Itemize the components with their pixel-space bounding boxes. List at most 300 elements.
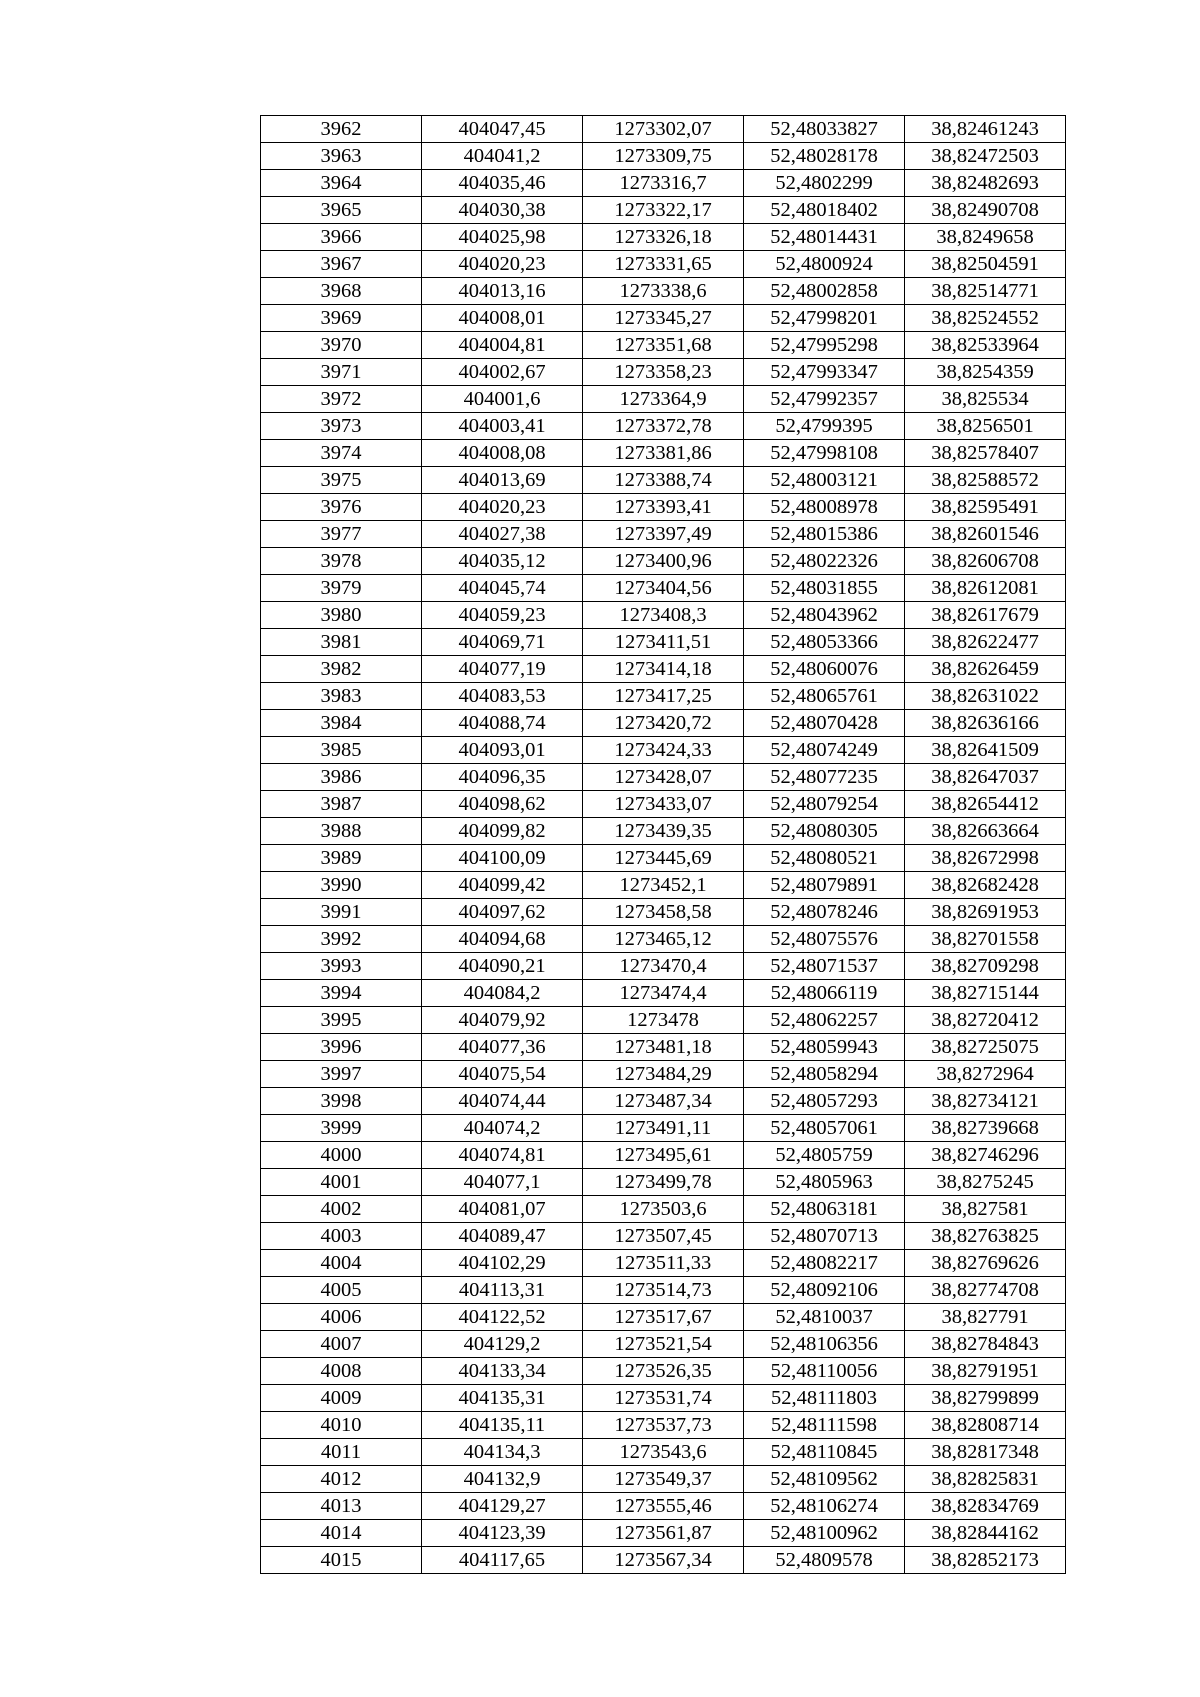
longitude-cell: 38,82533964 bbox=[905, 332, 1066, 359]
table-row bbox=[261, 116, 1066, 143]
y-coordinate-cell: 1273495,61 bbox=[583, 1142, 744, 1169]
x-coordinate-cell: 404094,68 bbox=[422, 926, 583, 953]
y-coordinate-cell: 1273561,87 bbox=[583, 1520, 744, 1547]
table-row bbox=[261, 845, 1066, 872]
y-coordinate-cell: 1273521,54 bbox=[583, 1331, 744, 1358]
x-coordinate-cell: 404097,62 bbox=[422, 899, 583, 926]
y-coordinate-cell: 1273507,45 bbox=[583, 1223, 744, 1250]
latitude-cell: 52,48111803 bbox=[744, 1385, 905, 1412]
longitude-cell: 38,82461243 bbox=[905, 116, 1066, 143]
x-coordinate-cell: 404059,23 bbox=[422, 602, 583, 629]
longitude-cell: 38,827581 bbox=[905, 1196, 1066, 1223]
longitude-cell: 38,82672998 bbox=[905, 845, 1066, 872]
y-coordinate-cell: 1273331,65 bbox=[583, 251, 744, 278]
y-coordinate-cell: 1273439,35 bbox=[583, 818, 744, 845]
x-coordinate-cell: 404100,09 bbox=[422, 845, 583, 872]
point-number-cell: 4012 bbox=[261, 1466, 422, 1493]
y-coordinate-cell: 1273474,4 bbox=[583, 980, 744, 1007]
table-row bbox=[261, 710, 1066, 737]
x-coordinate-cell: 404077,36 bbox=[422, 1034, 583, 1061]
y-coordinate-cell: 1273503,6 bbox=[583, 1196, 744, 1223]
point-number-cell: 3999 bbox=[261, 1115, 422, 1142]
longitude-cell: 38,82799899 bbox=[905, 1385, 1066, 1412]
y-coordinate-cell: 1273433,07 bbox=[583, 791, 744, 818]
point-number-cell: 3974 bbox=[261, 440, 422, 467]
longitude-cell: 38,82626459 bbox=[905, 656, 1066, 683]
point-number-cell: 3973 bbox=[261, 413, 422, 440]
x-coordinate-cell: 404117,65 bbox=[422, 1547, 583, 1574]
y-coordinate-cell: 1273364,9 bbox=[583, 386, 744, 413]
table-row bbox=[261, 602, 1066, 629]
point-number-cell: 3994 bbox=[261, 980, 422, 1007]
longitude-cell: 38,82490708 bbox=[905, 197, 1066, 224]
longitude-cell: 38,8275245 bbox=[905, 1169, 1066, 1196]
x-coordinate-cell: 404030,38 bbox=[422, 197, 583, 224]
table-row bbox=[261, 1412, 1066, 1439]
point-number-cell: 4006 bbox=[261, 1304, 422, 1331]
longitude-cell: 38,82612081 bbox=[905, 575, 1066, 602]
latitude-cell: 52,48080305 bbox=[744, 818, 905, 845]
point-number-cell: 4011 bbox=[261, 1439, 422, 1466]
table-row bbox=[261, 656, 1066, 683]
y-coordinate-cell: 1273549,37 bbox=[583, 1466, 744, 1493]
latitude-cell: 52,48070713 bbox=[744, 1223, 905, 1250]
point-number-cell: 4009 bbox=[261, 1385, 422, 1412]
latitude-cell: 52,48071537 bbox=[744, 953, 905, 980]
latitude-cell: 52,47995298 bbox=[744, 332, 905, 359]
latitude-cell: 52,48014431 bbox=[744, 224, 905, 251]
latitude-cell: 52,48058294 bbox=[744, 1061, 905, 1088]
point-number-cell: 3980 bbox=[261, 602, 422, 629]
latitude-cell: 52,48065761 bbox=[744, 683, 905, 710]
latitude-cell: 52,47998201 bbox=[744, 305, 905, 332]
table-row bbox=[261, 413, 1066, 440]
table-row bbox=[261, 818, 1066, 845]
x-coordinate-cell: 404045,74 bbox=[422, 575, 583, 602]
table-row bbox=[261, 1142, 1066, 1169]
longitude-cell: 38,82720412 bbox=[905, 1007, 1066, 1034]
latitude-cell: 52,48031855 bbox=[744, 575, 905, 602]
latitude-cell: 52,4805963 bbox=[744, 1169, 905, 1196]
table-row bbox=[261, 629, 1066, 656]
longitude-cell: 38,8254359 bbox=[905, 359, 1066, 386]
point-number-cell: 3976 bbox=[261, 494, 422, 521]
longitude-cell: 38,825534 bbox=[905, 386, 1066, 413]
point-number-cell: 3977 bbox=[261, 521, 422, 548]
latitude-cell: 52,48110845 bbox=[744, 1439, 905, 1466]
table-row bbox=[261, 332, 1066, 359]
longitude-cell: 38,82606708 bbox=[905, 548, 1066, 575]
x-coordinate-cell: 404074,44 bbox=[422, 1088, 583, 1115]
x-coordinate-cell: 404035,12 bbox=[422, 548, 583, 575]
latitude-cell: 52,4800924 bbox=[744, 251, 905, 278]
latitude-cell: 52,47998108 bbox=[744, 440, 905, 467]
table-row bbox=[261, 1277, 1066, 1304]
y-coordinate-cell: 1273400,96 bbox=[583, 548, 744, 575]
longitude-cell: 38,82739668 bbox=[905, 1115, 1066, 1142]
x-coordinate-cell: 404093,01 bbox=[422, 737, 583, 764]
latitude-cell: 52,4805759 bbox=[744, 1142, 905, 1169]
table-row bbox=[261, 386, 1066, 413]
y-coordinate-cell: 1273322,17 bbox=[583, 197, 744, 224]
x-coordinate-cell: 404077,1 bbox=[422, 1169, 583, 1196]
latitude-cell: 52,48008978 bbox=[744, 494, 905, 521]
point-number-cell: 3989 bbox=[261, 845, 422, 872]
table-row bbox=[261, 1223, 1066, 1250]
longitude-cell: 38,82769626 bbox=[905, 1250, 1066, 1277]
longitude-cell: 38,82601546 bbox=[905, 521, 1066, 548]
y-coordinate-cell: 1273397,49 bbox=[583, 521, 744, 548]
y-coordinate-cell: 1273404,56 bbox=[583, 575, 744, 602]
latitude-cell: 52,48106356 bbox=[744, 1331, 905, 1358]
point-number-cell: 3993 bbox=[261, 953, 422, 980]
point-number-cell: 3995 bbox=[261, 1007, 422, 1034]
table-row bbox=[261, 197, 1066, 224]
y-coordinate-cell: 1273388,74 bbox=[583, 467, 744, 494]
point-number-cell: 3987 bbox=[261, 791, 422, 818]
table-row bbox=[261, 1061, 1066, 1088]
latitude-cell: 52,48053366 bbox=[744, 629, 905, 656]
table-row bbox=[261, 251, 1066, 278]
table-row bbox=[261, 548, 1066, 575]
longitude-cell: 38,82641509 bbox=[905, 737, 1066, 764]
table-row bbox=[261, 305, 1066, 332]
latitude-cell: 52,48075576 bbox=[744, 926, 905, 953]
point-number-cell: 3996 bbox=[261, 1034, 422, 1061]
y-coordinate-cell: 1273393,41 bbox=[583, 494, 744, 521]
x-coordinate-cell: 404099,42 bbox=[422, 872, 583, 899]
x-coordinate-cell: 404132,9 bbox=[422, 1466, 583, 1493]
longitude-cell: 38,82784843 bbox=[905, 1331, 1066, 1358]
longitude-cell: 38,82725075 bbox=[905, 1034, 1066, 1061]
latitude-cell: 52,48063181 bbox=[744, 1196, 905, 1223]
longitude-cell: 38,82504591 bbox=[905, 251, 1066, 278]
table-row bbox=[261, 1088, 1066, 1115]
x-coordinate-cell: 404020,23 bbox=[422, 494, 583, 521]
latitude-cell: 52,48111598 bbox=[744, 1412, 905, 1439]
y-coordinate-cell: 1273351,68 bbox=[583, 332, 744, 359]
latitude-cell: 52,48060076 bbox=[744, 656, 905, 683]
x-coordinate-cell: 404075,54 bbox=[422, 1061, 583, 1088]
latitude-cell: 52,48033827 bbox=[744, 116, 905, 143]
table-row bbox=[261, 737, 1066, 764]
point-number-cell: 3986 bbox=[261, 764, 422, 791]
longitude-cell: 38,82482693 bbox=[905, 170, 1066, 197]
longitude-cell: 38,8272964 bbox=[905, 1061, 1066, 1088]
latitude-cell: 52,48110056 bbox=[744, 1358, 905, 1385]
x-coordinate-cell: 404113,31 bbox=[422, 1277, 583, 1304]
longitude-cell: 38,82691953 bbox=[905, 899, 1066, 926]
point-number-cell: 3992 bbox=[261, 926, 422, 953]
longitude-cell: 38,82631022 bbox=[905, 683, 1066, 710]
longitude-cell: 38,82595491 bbox=[905, 494, 1066, 521]
y-coordinate-cell: 1273338,6 bbox=[583, 278, 744, 305]
table-row bbox=[261, 1547, 1066, 1574]
y-coordinate-cell: 1273543,6 bbox=[583, 1439, 744, 1466]
point-number-cell: 3972 bbox=[261, 386, 422, 413]
y-coordinate-cell: 1273470,4 bbox=[583, 953, 744, 980]
latitude-cell: 52,48066119 bbox=[744, 980, 905, 1007]
point-number-cell: 3966 bbox=[261, 224, 422, 251]
latitude-cell: 52,48015386 bbox=[744, 521, 905, 548]
point-number-cell: 3988 bbox=[261, 818, 422, 845]
x-coordinate-cell: 404074,81 bbox=[422, 1142, 583, 1169]
table-row bbox=[261, 1466, 1066, 1493]
table-row bbox=[261, 899, 1066, 926]
latitude-cell: 52,48082217 bbox=[744, 1250, 905, 1277]
x-coordinate-cell: 404013,16 bbox=[422, 278, 583, 305]
y-coordinate-cell: 1273420,72 bbox=[583, 710, 744, 737]
longitude-cell: 38,82834769 bbox=[905, 1493, 1066, 1520]
latitude-cell: 52,48077235 bbox=[744, 764, 905, 791]
y-coordinate-cell: 1273487,34 bbox=[583, 1088, 744, 1115]
x-coordinate-cell: 404001,6 bbox=[422, 386, 583, 413]
latitude-cell: 52,48092106 bbox=[744, 1277, 905, 1304]
y-coordinate-cell: 1273481,18 bbox=[583, 1034, 744, 1061]
coordinates-table-body bbox=[261, 116, 1066, 1574]
table-row bbox=[261, 926, 1066, 953]
latitude-cell: 52,48100962 bbox=[744, 1520, 905, 1547]
x-coordinate-cell: 404089,47 bbox=[422, 1223, 583, 1250]
longitude-cell: 38,82682428 bbox=[905, 872, 1066, 899]
table-row bbox=[261, 1169, 1066, 1196]
longitude-cell: 38,82808714 bbox=[905, 1412, 1066, 1439]
longitude-cell: 38,82701558 bbox=[905, 926, 1066, 953]
y-coordinate-cell: 1273478 bbox=[583, 1007, 744, 1034]
x-coordinate-cell: 404003,41 bbox=[422, 413, 583, 440]
point-number-cell: 4003 bbox=[261, 1223, 422, 1250]
y-coordinate-cell: 1273411,51 bbox=[583, 629, 744, 656]
longitude-cell: 38,82514771 bbox=[905, 278, 1066, 305]
longitude-cell: 38,82663664 bbox=[905, 818, 1066, 845]
x-coordinate-cell: 404004,81 bbox=[422, 332, 583, 359]
x-coordinate-cell: 404084,2 bbox=[422, 980, 583, 1007]
point-number-cell: 3964 bbox=[261, 170, 422, 197]
table-row bbox=[261, 1007, 1066, 1034]
latitude-cell: 52,48080521 bbox=[744, 845, 905, 872]
point-number-cell: 3981 bbox=[261, 629, 422, 656]
table-row bbox=[261, 440, 1066, 467]
x-coordinate-cell: 404013,69 bbox=[422, 467, 583, 494]
y-coordinate-cell: 1273458,58 bbox=[583, 899, 744, 926]
latitude-cell: 52,48074249 bbox=[744, 737, 905, 764]
x-coordinate-cell: 404135,31 bbox=[422, 1385, 583, 1412]
table-row bbox=[261, 1520, 1066, 1547]
table-row bbox=[261, 278, 1066, 305]
table-row bbox=[261, 1250, 1066, 1277]
table-row bbox=[261, 143, 1066, 170]
latitude-cell: 52,4799395 bbox=[744, 413, 905, 440]
coordinates-table bbox=[260, 115, 1066, 1574]
y-coordinate-cell: 1273345,27 bbox=[583, 305, 744, 332]
point-number-cell: 4013 bbox=[261, 1493, 422, 1520]
x-coordinate-cell: 404035,46 bbox=[422, 170, 583, 197]
point-number-cell: 3997 bbox=[261, 1061, 422, 1088]
table-row bbox=[261, 521, 1066, 548]
point-number-cell: 3969 bbox=[261, 305, 422, 332]
table-row bbox=[261, 764, 1066, 791]
table-row bbox=[261, 872, 1066, 899]
x-coordinate-cell: 404090,21 bbox=[422, 953, 583, 980]
x-coordinate-cell: 404129,27 bbox=[422, 1493, 583, 1520]
x-coordinate-cell: 404099,82 bbox=[422, 818, 583, 845]
x-coordinate-cell: 404008,08 bbox=[422, 440, 583, 467]
longitude-cell: 38,82774708 bbox=[905, 1277, 1066, 1304]
table-row bbox=[261, 494, 1066, 521]
point-number-cell: 4007 bbox=[261, 1331, 422, 1358]
x-coordinate-cell: 404129,2 bbox=[422, 1331, 583, 1358]
latitude-cell: 52,48022326 bbox=[744, 548, 905, 575]
x-coordinate-cell: 404077,19 bbox=[422, 656, 583, 683]
y-coordinate-cell: 1273381,86 bbox=[583, 440, 744, 467]
point-number-cell: 4001 bbox=[261, 1169, 422, 1196]
table-row bbox=[261, 467, 1066, 494]
longitude-cell: 38,82588572 bbox=[905, 467, 1066, 494]
longitude-cell: 38,82578407 bbox=[905, 440, 1066, 467]
y-coordinate-cell: 1273424,33 bbox=[583, 737, 744, 764]
longitude-cell: 38,82817348 bbox=[905, 1439, 1066, 1466]
y-coordinate-cell: 1273555,46 bbox=[583, 1493, 744, 1520]
point-number-cell: 4000 bbox=[261, 1142, 422, 1169]
table-row bbox=[261, 1196, 1066, 1223]
latitude-cell: 52,48109562 bbox=[744, 1466, 905, 1493]
table-row bbox=[261, 1358, 1066, 1385]
latitude-cell: 52,47993347 bbox=[744, 359, 905, 386]
longitude-cell: 38,82647037 bbox=[905, 764, 1066, 791]
x-coordinate-cell: 404079,92 bbox=[422, 1007, 583, 1034]
y-coordinate-cell: 1273511,33 bbox=[583, 1250, 744, 1277]
y-coordinate-cell: 1273417,25 bbox=[583, 683, 744, 710]
table-row bbox=[261, 1304, 1066, 1331]
y-coordinate-cell: 1273514,73 bbox=[583, 1277, 744, 1304]
x-coordinate-cell: 404133,34 bbox=[422, 1358, 583, 1385]
x-coordinate-cell: 404069,71 bbox=[422, 629, 583, 656]
x-coordinate-cell: 404122,52 bbox=[422, 1304, 583, 1331]
x-coordinate-cell: 404098,62 bbox=[422, 791, 583, 818]
latitude-cell: 52,48062257 bbox=[744, 1007, 905, 1034]
y-coordinate-cell: 1273309,75 bbox=[583, 143, 744, 170]
point-number-cell: 4014 bbox=[261, 1520, 422, 1547]
point-number-cell: 3978 bbox=[261, 548, 422, 575]
point-number-cell: 3982 bbox=[261, 656, 422, 683]
y-coordinate-cell: 1273499,78 bbox=[583, 1169, 744, 1196]
latitude-cell: 52,48059943 bbox=[744, 1034, 905, 1061]
point-number-cell: 3965 bbox=[261, 197, 422, 224]
longitude-cell: 38,82746296 bbox=[905, 1142, 1066, 1169]
point-number-cell: 4002 bbox=[261, 1196, 422, 1223]
point-number-cell: 3984 bbox=[261, 710, 422, 737]
x-coordinate-cell: 404102,29 bbox=[422, 1250, 583, 1277]
point-number-cell: 3968 bbox=[261, 278, 422, 305]
longitude-cell: 38,82654412 bbox=[905, 791, 1066, 818]
latitude-cell: 52,48078246 bbox=[744, 899, 905, 926]
longitude-cell: 38,8256501 bbox=[905, 413, 1066, 440]
point-number-cell: 3971 bbox=[261, 359, 422, 386]
point-number-cell: 3990 bbox=[261, 872, 422, 899]
y-coordinate-cell: 1273316,7 bbox=[583, 170, 744, 197]
y-coordinate-cell: 1273326,18 bbox=[583, 224, 744, 251]
x-coordinate-cell: 404008,01 bbox=[422, 305, 583, 332]
point-number-cell: 3963 bbox=[261, 143, 422, 170]
latitude-cell: 52,48070428 bbox=[744, 710, 905, 737]
y-coordinate-cell: 1273484,29 bbox=[583, 1061, 744, 1088]
point-number-cell: 4010 bbox=[261, 1412, 422, 1439]
latitude-cell: 52,48057293 bbox=[744, 1088, 905, 1115]
x-coordinate-cell: 404041,2 bbox=[422, 143, 583, 170]
point-number-cell: 4008 bbox=[261, 1358, 422, 1385]
latitude-cell: 52,48018402 bbox=[744, 197, 905, 224]
longitude-cell: 38,82472503 bbox=[905, 143, 1066, 170]
latitude-cell: 52,48002858 bbox=[744, 278, 905, 305]
table-row bbox=[261, 791, 1066, 818]
longitude-cell: 38,82852173 bbox=[905, 1547, 1066, 1574]
longitude-cell: 38,82524552 bbox=[905, 305, 1066, 332]
latitude-cell: 52,48079254 bbox=[744, 791, 905, 818]
table-row bbox=[261, 1331, 1066, 1358]
longitude-cell: 38,82617679 bbox=[905, 602, 1066, 629]
point-number-cell: 3983 bbox=[261, 683, 422, 710]
table-row bbox=[261, 1115, 1066, 1142]
longitude-cell: 38,8249658 bbox=[905, 224, 1066, 251]
table-row bbox=[261, 1385, 1066, 1412]
longitude-cell: 38,82763825 bbox=[905, 1223, 1066, 1250]
table-row bbox=[261, 359, 1066, 386]
x-coordinate-cell: 404027,38 bbox=[422, 521, 583, 548]
latitude-cell: 52,48028178 bbox=[744, 143, 905, 170]
table-row bbox=[261, 170, 1066, 197]
y-coordinate-cell: 1273531,74 bbox=[583, 1385, 744, 1412]
latitude-cell: 52,48106274 bbox=[744, 1493, 905, 1520]
x-coordinate-cell: 404002,67 bbox=[422, 359, 583, 386]
x-coordinate-cell: 404083,53 bbox=[422, 683, 583, 710]
table-row bbox=[261, 575, 1066, 602]
point-number-cell: 3967 bbox=[261, 251, 422, 278]
latitude-cell: 52,4810037 bbox=[744, 1304, 905, 1331]
table-row bbox=[261, 980, 1066, 1007]
y-coordinate-cell: 1273537,73 bbox=[583, 1412, 744, 1439]
point-number-cell: 3985 bbox=[261, 737, 422, 764]
x-coordinate-cell: 404081,07 bbox=[422, 1196, 583, 1223]
y-coordinate-cell: 1273491,11 bbox=[583, 1115, 744, 1142]
x-coordinate-cell: 404135,11 bbox=[422, 1412, 583, 1439]
y-coordinate-cell: 1273445,69 bbox=[583, 845, 744, 872]
y-coordinate-cell: 1273452,1 bbox=[583, 872, 744, 899]
y-coordinate-cell: 1273414,18 bbox=[583, 656, 744, 683]
table-row bbox=[261, 224, 1066, 251]
table-row bbox=[261, 683, 1066, 710]
y-coordinate-cell: 1273567,34 bbox=[583, 1547, 744, 1574]
point-number-cell: 3975 bbox=[261, 467, 422, 494]
x-coordinate-cell: 404025,98 bbox=[422, 224, 583, 251]
latitude-cell: 52,4802299 bbox=[744, 170, 905, 197]
y-coordinate-cell: 1273428,07 bbox=[583, 764, 744, 791]
x-coordinate-cell: 404096,35 bbox=[422, 764, 583, 791]
point-number-cell: 3962 bbox=[261, 116, 422, 143]
table-row bbox=[261, 953, 1066, 980]
longitude-cell: 38,82636166 bbox=[905, 710, 1066, 737]
point-number-cell: 4005 bbox=[261, 1277, 422, 1304]
point-number-cell: 4004 bbox=[261, 1250, 422, 1277]
latitude-cell: 52,48043962 bbox=[744, 602, 905, 629]
longitude-cell: 38,82734121 bbox=[905, 1088, 1066, 1115]
y-coordinate-cell: 1273526,35 bbox=[583, 1358, 744, 1385]
point-number-cell: 4015 bbox=[261, 1547, 422, 1574]
x-coordinate-cell: 404134,3 bbox=[422, 1439, 583, 1466]
longitude-cell: 38,82825831 bbox=[905, 1466, 1066, 1493]
y-coordinate-cell: 1273465,12 bbox=[583, 926, 744, 953]
y-coordinate-cell: 1273372,78 bbox=[583, 413, 744, 440]
latitude-cell: 52,48057061 bbox=[744, 1115, 905, 1142]
